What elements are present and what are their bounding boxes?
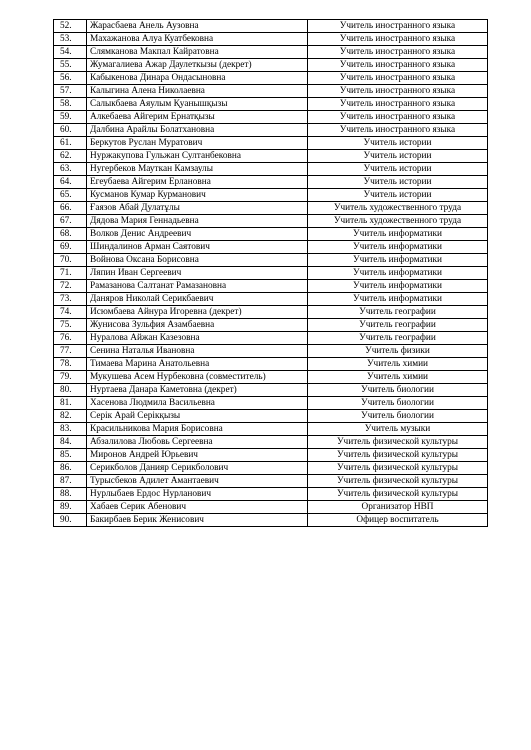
- row-number: 90.: [54, 514, 87, 527]
- staff-name: Красильникова Мария Борисовна: [87, 423, 308, 436]
- staff-name: Исюмбаева Айнура Игоревна (декрет): [87, 306, 308, 319]
- table-row: [54, 72, 488, 85]
- staff-name: Ғаязов Абай Дулатұлы: [87, 202, 308, 215]
- row-number: 88.: [54, 488, 87, 501]
- table-row: [54, 358, 488, 371]
- staff-position: Учитель иностранного языка: [308, 33, 488, 46]
- staff-name: Калыгина Алена Николаевна: [87, 85, 308, 98]
- row-number: 89.: [54, 501, 87, 514]
- row-number: 70.: [54, 254, 87, 267]
- staff-name: Кусманов Кумар Курманович: [87, 189, 308, 202]
- table-row: [54, 163, 488, 176]
- table-row: [54, 293, 488, 306]
- staff-name: Алкебаева Айгерим Ернатқызы: [87, 111, 308, 124]
- staff-name: Беркутов Руслан Муратович: [87, 137, 308, 150]
- table-row: [54, 501, 488, 514]
- row-number: 64.: [54, 176, 87, 189]
- staff-name: Мукушева Асем Нурбековна (совместитель): [87, 371, 308, 384]
- staff-position: Учитель информатики: [308, 267, 488, 280]
- row-number: 85.: [54, 449, 87, 462]
- table-row: [54, 319, 488, 332]
- row-number: 69.: [54, 241, 87, 254]
- table-row: [54, 215, 488, 228]
- staff-position: Учитель художественного труда: [308, 215, 488, 228]
- staff-name: Егеубаева Айгерим Ерлановна: [87, 176, 308, 189]
- table-row: [54, 280, 488, 293]
- row-number: 76.: [54, 332, 87, 345]
- staff-position: Учитель биологии: [308, 397, 488, 410]
- row-number: 74.: [54, 306, 87, 319]
- staff-name: Хабаев Серик Абенович: [87, 501, 308, 514]
- row-number: 81.: [54, 397, 87, 410]
- row-number: 66.: [54, 202, 87, 215]
- row-number: 78.: [54, 358, 87, 371]
- staff-name: Салыкбаева Аяулым Қуанышқызы: [87, 98, 308, 111]
- staff-position: Учитель истории: [308, 137, 488, 150]
- staff-name: Жарасбаева Анель Аузовна: [87, 20, 308, 33]
- row-number: 62.: [54, 150, 87, 163]
- staff-name: Ляпин Иван Сергеевич: [87, 267, 308, 280]
- staff-name: Даняров Николай Серикбаевич: [87, 293, 308, 306]
- table-row: [54, 189, 488, 202]
- staff-position: Учитель информатики: [308, 280, 488, 293]
- staff-position: Учитель иностранного языка: [308, 20, 488, 33]
- table-row: [54, 371, 488, 384]
- row-number: 75.: [54, 319, 87, 332]
- row-number: 52.: [54, 20, 87, 33]
- staff-position: Учитель информатики: [308, 241, 488, 254]
- staff-name: Волков Денис Андреевич: [87, 228, 308, 241]
- staff-position: Учитель географии: [308, 332, 488, 345]
- table-row: [54, 254, 488, 267]
- staff-table: [53, 19, 488, 527]
- table-row: [54, 384, 488, 397]
- staff-position: Офицер воспитатель: [308, 514, 488, 527]
- staff-name: Войнова Оксана Борисовна: [87, 254, 308, 267]
- row-number: 79.: [54, 371, 87, 384]
- staff-name: Шиндалинов Арман Саятович: [87, 241, 308, 254]
- staff-name: Бакирбаев Берик Женисович: [87, 514, 308, 527]
- row-number: 57.: [54, 85, 87, 98]
- table-row: [54, 228, 488, 241]
- staff-position: Учитель химии: [308, 358, 488, 371]
- staff-position: Учитель иностранного языка: [308, 46, 488, 59]
- row-number: 55.: [54, 59, 87, 72]
- table-row: [54, 267, 488, 280]
- table-row: [54, 33, 488, 46]
- staff-name: Хасенова Людмила Васильевна: [87, 397, 308, 410]
- table-row: [54, 475, 488, 488]
- staff-position: Учитель художественного труда: [308, 202, 488, 215]
- table-row: [54, 241, 488, 254]
- staff-position: Учитель географии: [308, 319, 488, 332]
- staff-name: Махажанова Алуа Куатбековна: [87, 33, 308, 46]
- staff-position: Учитель информатики: [308, 228, 488, 241]
- row-number: 56.: [54, 72, 87, 85]
- row-number: 84.: [54, 436, 87, 449]
- staff-name: Нугербеков Мауткан Камзаулы: [87, 163, 308, 176]
- staff-position: Учитель информатики: [308, 293, 488, 306]
- table-row: [54, 124, 488, 137]
- row-number: 68.: [54, 228, 87, 241]
- table-row: [54, 397, 488, 410]
- row-number: 73.: [54, 293, 87, 306]
- staff-name: Серік Арай Серікқызы: [87, 410, 308, 423]
- staff-name: Нуржакупова Гульжан Султанбековна: [87, 150, 308, 163]
- table-row: [54, 488, 488, 501]
- staff-position: Организатор НВП: [308, 501, 488, 514]
- row-number: 54.: [54, 46, 87, 59]
- staff-position: Учитель физики: [308, 345, 488, 358]
- table-row: [54, 137, 488, 150]
- table-row: [54, 345, 488, 358]
- staff-name: Серикболов Данияр Серикболович: [87, 462, 308, 475]
- row-number: 63.: [54, 163, 87, 176]
- staff-position: Учитель иностранного языка: [308, 59, 488, 72]
- table-row: [54, 423, 488, 436]
- row-number: 58.: [54, 98, 87, 111]
- row-number: 82.: [54, 410, 87, 423]
- staff-position: Учитель иностранного языка: [308, 72, 488, 85]
- table-row: [54, 332, 488, 345]
- table-row: [54, 436, 488, 449]
- staff-name: Абзалилова Любовь Сергеевна: [87, 436, 308, 449]
- row-number: 60.: [54, 124, 87, 137]
- row-number: 77.: [54, 345, 87, 358]
- staff-table-body: [54, 20, 488, 527]
- row-number: 80.: [54, 384, 87, 397]
- staff-position: Учитель биологии: [308, 384, 488, 397]
- row-number: 86.: [54, 462, 87, 475]
- row-number: 87.: [54, 475, 87, 488]
- staff-position: Учитель физической культуры: [308, 449, 488, 462]
- staff-position: Учитель иностранного языка: [308, 124, 488, 137]
- row-number: 83.: [54, 423, 87, 436]
- staff-position: Учитель химии: [308, 371, 488, 384]
- row-number: 72.: [54, 280, 87, 293]
- row-number: 67.: [54, 215, 87, 228]
- staff-position: Учитель иностранного языка: [308, 111, 488, 124]
- staff-name: Жунисова Зульфия Азамбаевна: [87, 319, 308, 332]
- table-row: [54, 410, 488, 423]
- staff-position: Учитель физической культуры: [308, 475, 488, 488]
- row-number: 59.: [54, 111, 87, 124]
- staff-name: Тимаева Марина Анатольевна: [87, 358, 308, 371]
- staff-position: Учитель физической культуры: [308, 488, 488, 501]
- staff-position: Учитель географии: [308, 306, 488, 319]
- staff-position: Учитель музыки: [308, 423, 488, 436]
- staff-position: Учитель физической культуры: [308, 462, 488, 475]
- staff-position: Учитель истории: [308, 163, 488, 176]
- row-number: 71.: [54, 267, 87, 280]
- staff-position: Учитель истории: [308, 189, 488, 202]
- table-row: [54, 111, 488, 124]
- staff-name: Слямканова Макпал Кайратовна: [87, 46, 308, 59]
- staff-name: Кабыкенова Динара Ондасыновна: [87, 72, 308, 85]
- staff-position: Учитель иностранного языка: [308, 98, 488, 111]
- staff-position: Учитель истории: [308, 176, 488, 189]
- table-row: [54, 46, 488, 59]
- staff-name: Нурлыбаев Ердос Нурланович: [87, 488, 308, 501]
- row-number: 61.: [54, 137, 87, 150]
- staff-name: Рамазанова Салтанат Рамазановна: [87, 280, 308, 293]
- table-row: [54, 85, 488, 98]
- table-row: [54, 98, 488, 111]
- table-row: [54, 306, 488, 319]
- staff-position: Учитель истории: [308, 150, 488, 163]
- staff-name: Турысбеков Адилет Амантаевич: [87, 475, 308, 488]
- row-number: 53.: [54, 33, 87, 46]
- table-row: [54, 449, 488, 462]
- table-row: [54, 514, 488, 527]
- staff-position: Учитель информатики: [308, 254, 488, 267]
- staff-name: Далбина Арайлы Болатхановна: [87, 124, 308, 137]
- staff-name: Жумагалиева Ажар Даулеткызы (декрет): [87, 59, 308, 72]
- staff-name: Миронов Андрей Юрьевич: [87, 449, 308, 462]
- table-row: [54, 462, 488, 475]
- staff-position: Учитель биологии: [308, 410, 488, 423]
- table-row: [54, 59, 488, 72]
- staff-position: Учитель иностранного языка: [308, 85, 488, 98]
- table-row: [54, 176, 488, 189]
- row-number: 65.: [54, 189, 87, 202]
- table-row: [54, 150, 488, 163]
- staff-name: Сенина Наталья Ивановна: [87, 345, 308, 358]
- staff-name: Дядова Мария Геннадьевна: [87, 215, 308, 228]
- staff-position: Учитель физической культуры: [308, 436, 488, 449]
- table-row: [54, 202, 488, 215]
- table-row: [54, 20, 488, 33]
- staff-name: Нуртаева Данара Каметовна (декрет): [87, 384, 308, 397]
- staff-name: Нуралова Айжан Казезовна: [87, 332, 308, 345]
